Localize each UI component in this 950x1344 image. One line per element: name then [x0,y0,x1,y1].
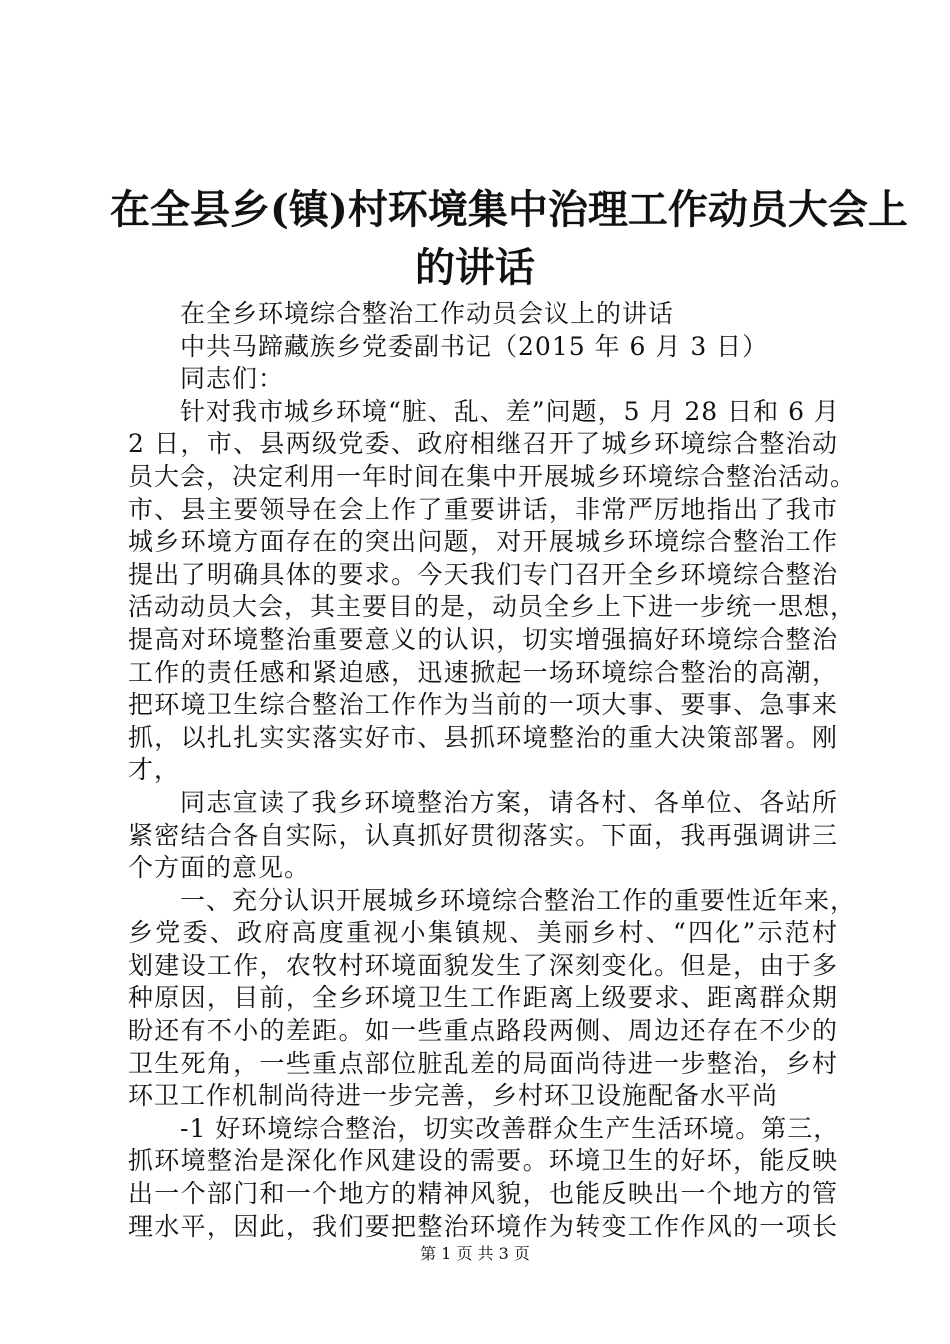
body-line: 理水平，因此，我们要把整治环境作为转变工作作风的一项长 [128,1211,838,1241]
body-line: 员大会，决定利用一年时间在集中开展城乡环境综合整治活动。 [128,461,857,491]
body-line: 同志们： [180,364,285,394]
body-line: 针对我市城乡环境“脏、乱、差”问题，5 月 28 日和 6 月 [180,396,840,426]
body-line: 出一个部门和一个地方的精神风貌，也能反映出一个地方的管 [128,1179,838,1209]
body-line: 盼还有不小的差距。如一些重点路段两侧、周边还存在不少的 [128,1016,838,1046]
body-line: 紧密结合各自实际，认真抓好贯彻落实。下面，我再强调讲三 [128,820,838,850]
page-footer: 第 1 页 共 3 页 [420,1244,530,1263]
body-line: 卫生死角，一些重点部位脏乱差的局面尚待进一步整治，乡村 [128,1048,838,1078]
body-line: 城乡环境方面存在的突出问题，对开展城乡环境综合整治工作 [128,527,838,557]
body-line: 才， [128,755,181,785]
body-line: 同志宣读了我乡环境整治方案，请各村、各单位、各站所 [180,787,838,817]
body-line: 把环境卫生综合整治工作作为当前的一项大事、要事、急事来 [128,690,838,720]
body-line: -1 好环境综合整治，切实改善群众生产生活环境。第三， [180,1113,840,1143]
body-line: 个方面的意见。 [128,853,311,883]
body-line: 中共马蹄藏族乡党委副书记（2015 年 6 月 3 日） [180,331,769,361]
body-line: 市、县主要领导在会上作了重要讲话，非常严厉地指出了我市 [128,494,838,524]
body-line: 在全乡环境综合整治工作动员会议上的讲话 [180,299,675,328]
body-line: 种原因，目前，全乡环境卫生工作距离上级要求、距离群众期 [128,983,838,1013]
body-line: 提出了明确具体的要求。今天我们专门召开全乡环境综合整治 [128,559,838,589]
body-line: 一、充分认识开展城乡环境综合整治工作的重要性近年来， [180,885,857,915]
document-title-line-1: 在全县乡(镇)村环境集中治理工作动员大会上 [110,186,908,233]
body-line: 环卫工作机制尚待进一步完善，乡村环卫设施配备水平尚 [128,1081,779,1111]
document-title-line-2: 的讲话 [415,244,535,291]
document-body [128,298,857,1243]
body-line: 提高对环境整治重要意义的认识，切实增强搞好环境综合整治 [128,624,838,654]
body-line: 划建设工作，农牧村环境面貌发生了深刻变化。但是，由于多 [128,950,838,980]
body-line: 2 日，市、县两级党委、政府相继召开了城乡环境综合整治动 [128,429,838,459]
body-line: 乡党委、政府高度重视小集镇规、美丽乡村、“四化”示范村 [128,918,838,948]
body-line: 抓环境整治是深化作风建设的需要。环境卫生的好坏，能反映 [128,1146,838,1176]
body-line: 活动动员大会，其主要目的是，动员全乡上下进一步统一思想， [128,592,857,622]
body-line: 抓，以扎扎实实落实好市、县抓环境整治的重大决策部署。刚 [128,722,838,752]
body-line: 工作的责任感和紧迫感，迅速掀起一场环境综合整治的高潮， [128,657,838,687]
